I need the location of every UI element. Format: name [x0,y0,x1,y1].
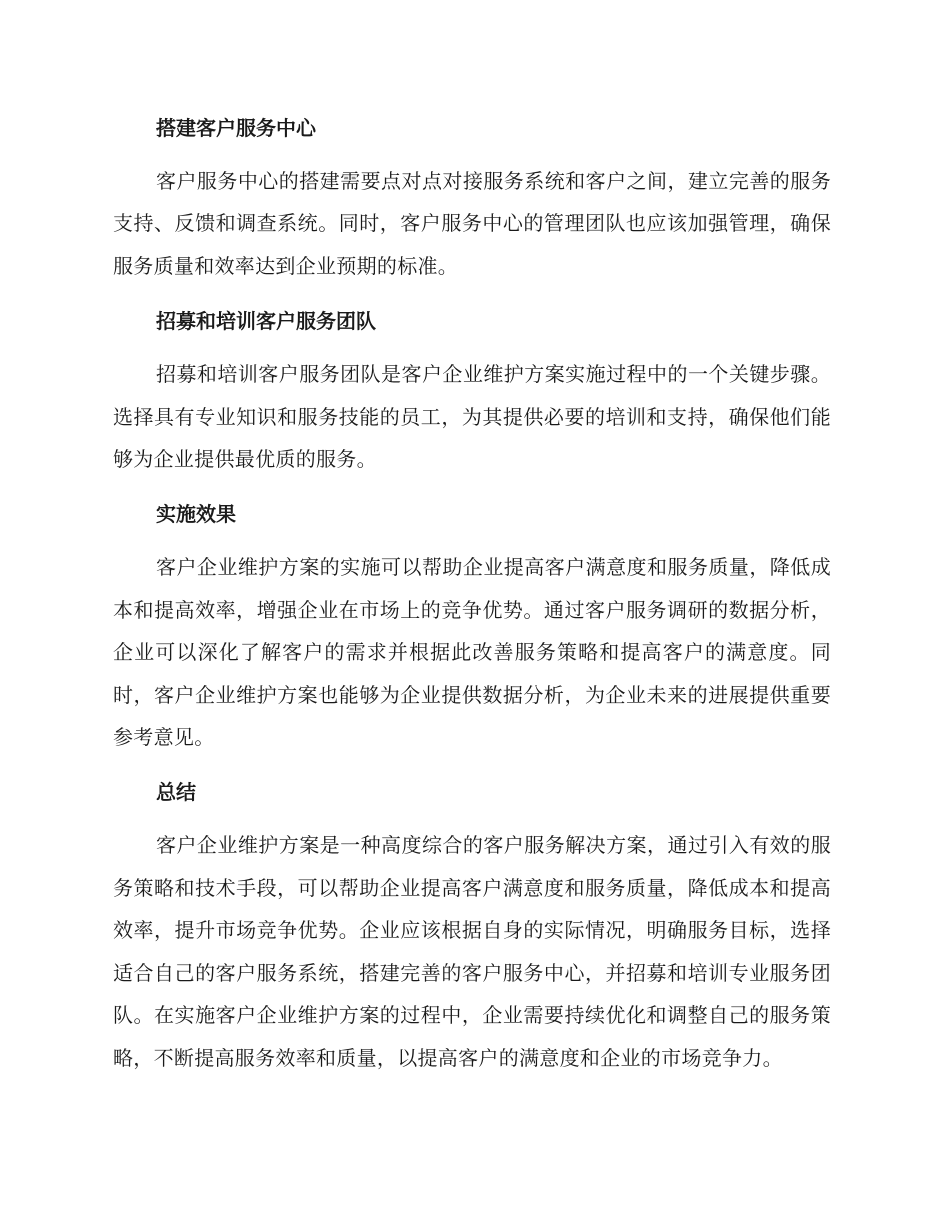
section-heading: 实施效果 [156,502,236,527]
section-heading: 总结 [156,780,196,805]
section-heading: 招募和培训客户服务团队 [156,309,376,334]
section-customer-service-center [113,108,831,287]
section-implementation-effect [113,494,831,758]
section-paragraph: 客户企业维护方案是一种高度综合的客户服务解决方案，通过引入有效的服务策略和技术手段，可以帮助企业提高客户满意度和服务质量，降低成本和提高效率，提升市场竞争优势。企业应该根据自身的实际情况，明确服务目标，选择适合自己的客户服务系统，搭建完善的客户服务中心，并招募和培训专业服务团队。在实施客户企业维护方案的过程中，企业需要持续优化和调整自己的服务策略，不断提高服务效率和质量，以提高客户的满意度和企业的市场竞争力。 [113,833,831,1070]
document-page [113,108,831,1093]
section-paragraph: 客户企业维护方案的实施可以帮助企业提高客户满意度和服务质量，降低成本和提高效率，增强企业在市场上的竞争优势。通过客户服务调研的数据分析，企业可以深化了解客户的需求并根据此改善服务策略和提高客户的满意度。同时，客户企业维护方案也能够为企业提供数据分析，为企业未来的进展提供重要参考意见。 [113,555,831,750]
section-paragraph: 招募和培训客户服务团队是客户企业维护方案实施过程中的一个关键步骤。选择具有专业知识和服务技能的员工，为其提供必要的培训和支持，确保他们能够为企业提供最优质的服务。 [113,362,831,472]
section-recruit-train-team [113,301,831,480]
section-paragraph: 客户服务中心的搭建需要点对点对接服务系统和客户之间，建立完善的服务支持、反馈和调查系统。同时，客户服务中心的管理团队也应该加强管理，确保服务质量和效率达到企业预期的标准。 [113,169,831,278]
section-heading: 搭建客户服务中心 [156,116,316,140]
section-summary [113,772,831,1078]
